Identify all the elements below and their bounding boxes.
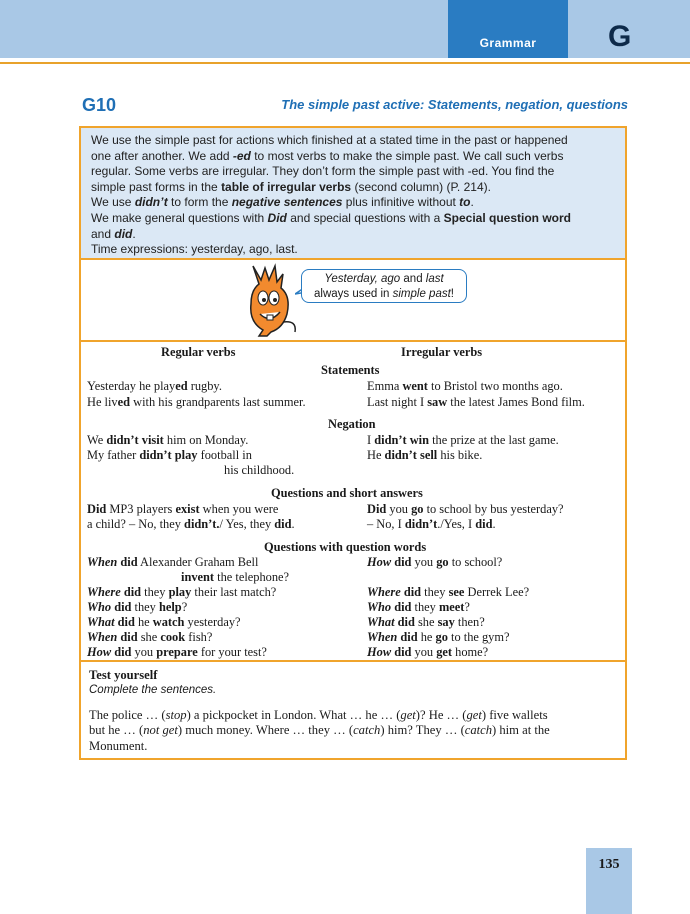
section-negation: Negation <box>328 417 376 431</box>
unit-title: The simple past active: Statements, negation, questions <box>281 97 628 112</box>
intro-line-8: Time expressions: yesterday, ago, last. <box>91 242 298 257</box>
row-w1l: When did Alexander Graham Bell <box>87 555 259 569</box>
section-short-answers: Questions and short answers <box>271 486 423 500</box>
row-n2l: My father didn’t play football in <box>87 448 252 462</box>
grammar-table <box>81 342 625 662</box>
row-q1l: Did MP3 players exist when you were <box>87 502 279 516</box>
row-w6r: When did he go to the gym? <box>367 630 510 644</box>
row-w4l: Who did they help? <box>87 600 188 614</box>
section-letter: G <box>608 20 632 53</box>
row-w7r: How did you get home? <box>367 645 489 659</box>
header-rule <box>0 62 690 64</box>
cartoon-row <box>81 260 625 342</box>
unit-code: G10 <box>82 95 117 115</box>
test-heading: Test yourself <box>89 668 158 682</box>
row-s2l: He lived with his grandparents last summer. <box>87 395 306 409</box>
grammar-box <box>79 126 627 760</box>
intro-line-6: We make general questions with Did and special questions with a Special question word <box>91 210 572 225</box>
row-w5r: What did she say then? <box>367 615 485 629</box>
row-n1r: I didn’t win the prize at the last game. <box>367 433 559 447</box>
row-w2l: invent the telephone? <box>181 570 290 584</box>
row-w3r: Where did they see Derrek Lee? <box>367 585 530 599</box>
test-line-1: The police … (stop) a pickpocket in London. What … he … (get)? He … (get) five wallets <box>89 707 548 722</box>
speech-bubble: Yesterday, ago and last always used in simple past! <box>301 269 467 303</box>
row-w1r: How did you go to school? <box>367 555 503 569</box>
page-number-box <box>586 848 632 884</box>
col-header-irregular: Irregular verbs <box>401 345 483 359</box>
row-q2l: a child? – No, they didn’t./ Yes, they did. <box>87 517 295 531</box>
intro-line-5: We use didn’t to form the negative sentences plus infinitive without to. <box>91 195 474 210</box>
test-line-2: but he … (not get) much money. Where … they … (catch) him? They … (catch) him at the <box>89 723 550 738</box>
page-number-strip <box>586 884 632 914</box>
row-q2r: – No, I didn’t./Yes, I did. <box>367 517 496 531</box>
intro-line-7: and did. <box>91 226 136 241</box>
col-header-regular: Regular verbs <box>161 345 236 359</box>
section-statements: Statements <box>321 363 380 377</box>
row-w6l: When did she cook fish? <box>87 630 213 644</box>
intro-line-2: one after another. We add -ed to most verbs to make the simple past. We call such verbs <box>91 148 564 163</box>
row-w5l: What did he watch yesterday? <box>87 615 241 629</box>
section-label: Grammar <box>479 36 537 50</box>
intro-line-4: simple past forms in the table of irregular verbs (second column) (P. 214). <box>91 179 491 194</box>
test-yourself <box>81 662 625 758</box>
row-s1r: Emma went to Bristol two months ago. <box>367 379 563 393</box>
squirrel-mascot-icon <box>243 262 303 338</box>
row-n3l: his childhood. <box>224 463 295 477</box>
row-s1l: Yesterday he played rugby. <box>87 379 222 393</box>
section-tab <box>448 0 568 58</box>
row-n1l: We didn’t visit him on Monday. <box>87 433 249 447</box>
intro-panel <box>81 128 625 260</box>
row-w7l: How did you prepare for your test? <box>87 645 267 659</box>
page-number: 135 <box>598 857 620 872</box>
row-q1r: Did you go to school by bus yesterday? <box>367 502 564 516</box>
intro-line-1: We use the simple past for actions which finished at a stated time in the past or happened <box>91 133 568 147</box>
test-instruction: Complete the sentences. <box>89 684 217 697</box>
row-s2r: Last night I saw the latest James Bond film. <box>367 395 585 409</box>
row-w4r: Who did they meet? <box>367 600 470 614</box>
row-w3l: Where did they play their last match? <box>87 585 277 599</box>
section-question-words: Questions with question words <box>264 540 427 554</box>
row-n2r: He didn’t sell his bike. <box>367 448 483 462</box>
section-letter-box <box>570 0 690 58</box>
test-line-3: Monument. <box>89 738 148 753</box>
intro-line-3: regular. Some verbs are irregular. They don’t form the simple past with -ed. You find the <box>91 164 555 179</box>
